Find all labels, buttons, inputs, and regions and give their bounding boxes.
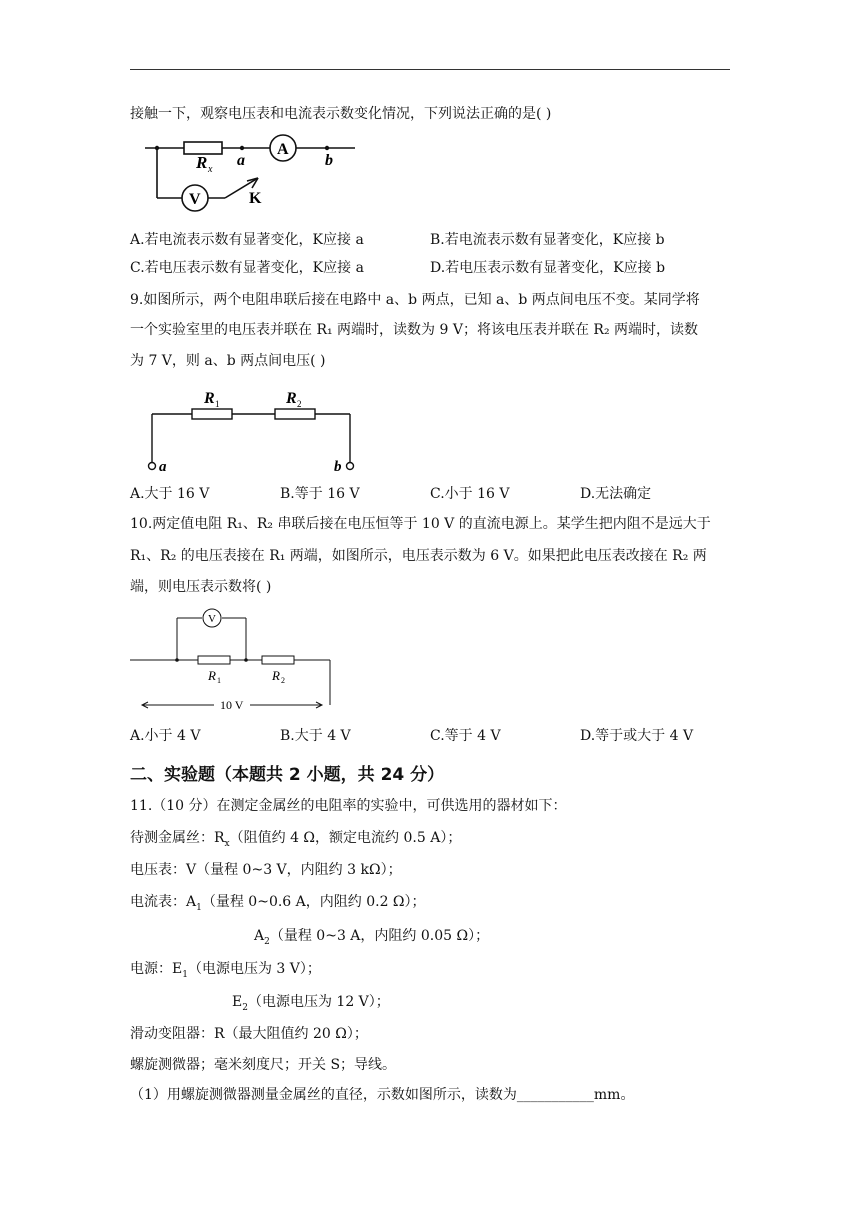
q8-switch-label: K (249, 190, 262, 207)
q11-source-1 (130, 959, 321, 985)
q9-r2-subscript: 2 (297, 399, 302, 409)
section-2-heading: 二、实验题（本题共 2 小题，共 24 分） (130, 765, 445, 785)
q11-source-2 (232, 992, 390, 1018)
q10-voltage-label: 10 V (220, 698, 244, 712)
q11-ammeter-2-label: A (254, 928, 265, 944)
q9-line-1: 9.如图所示，两个电阻串联后接在电路中 a、b 两点，已知 a、b 两点间电压不变。某同学将 (130, 292, 700, 308)
q10-line-3: 端，则电压表示数将( ) (130, 579, 272, 595)
q9-option-a: A.大于 16 V (130, 486, 210, 502)
q11-wire-spec: （阻值约 4 Ω，额定电流约 0.5 A）； (229, 830, 462, 846)
q10-r2-subscript: 2 (281, 676, 285, 685)
q11-voltmeter: 电压表：V（量程 0~3 V，内阻约 3 kΩ）； (130, 862, 402, 878)
q8-option-c: C.若电压表示数有显著变化，K应接 a (130, 260, 364, 276)
q11-ammeter-1-subscript: 1 (196, 902, 202, 913)
q10-r1-label: R (208, 668, 216, 683)
q8-option-a: A.若电流表示数有显著变化，K应接 a (130, 232, 364, 248)
header-rule (130, 69, 730, 70)
q11-part-1: （1）用螺旋测微器测量金属丝的直径，示数如图所示，读数为___________mm。 (130, 1087, 635, 1103)
q11-source-2-spec: （电源电压为 12 V）； (247, 994, 390, 1010)
q9-line-3: 为 7 V，则 a、b 两点间电压( ) (130, 353, 326, 369)
q8-stem: 接触一下，观察电压表和电流表示数变化情况，下列说法正确的是( ) (130, 106, 552, 122)
q10-r1-subscript: 1 (217, 676, 221, 685)
q11-wire (130, 828, 461, 854)
q11-source-2-label: E (232, 994, 243, 1010)
q10-r2-label: R (272, 668, 280, 683)
q9-r1-label: R (204, 390, 215, 407)
q8-voltmeter-symbol: V (189, 191, 201, 208)
q9-terminal-b: b (334, 459, 342, 475)
q11-ammeter-1-label: 电流表：A (130, 894, 197, 910)
q10-option-b: B.大于 4 V (280, 728, 351, 744)
q10-line-1: 10.两定值电阻 R₁、R₂ 串联后接在电压恒等于 10 V 的直流电源上。某学生把内阻不是远大于 (130, 516, 711, 532)
q11-ammeter-1-spec: （量程 0~0.6 A，内阻约 0.2 Ω）； (201, 894, 426, 910)
q9-circuit-diagram (140, 385, 370, 480)
q11-source-2-subscript: 2 (242, 1002, 248, 1013)
q9-terminal-a: a (159, 459, 167, 475)
q11-source-1-spec: （电源电压为 3 V）； (187, 961, 321, 977)
q8-circuit-diagram (140, 130, 370, 220)
q9-option-d: D.无法确定 (580, 486, 652, 502)
q9-r2-label: R (286, 390, 297, 407)
q8-point-b: b (325, 152, 333, 169)
q9-option-c: C.小于 16 V (430, 486, 510, 502)
q11-intro: 11.（10 分）在测定金属丝的电阻率的实验中，可供选用的器材如下： (130, 798, 567, 814)
q10-option-d: D.等于或大于 4 V (580, 728, 694, 744)
q11-wire-label: 待测金属丝：R (130, 830, 225, 846)
q11-ammeter-2-spec: （量程 0~3 A，内阻约 0.05 Ω）； (269, 928, 490, 944)
q11-ammeter-2-subscript: 2 (264, 936, 270, 947)
q8-point-a: a (237, 152, 245, 169)
q10-voltmeter-symbol: V (208, 613, 216, 625)
q11-source-1-label: 电源：E (130, 961, 183, 977)
q10-option-c: C.等于 4 V (430, 728, 501, 744)
q11-rheostat: 滑动变阻器：R（最大阻值约 20 Ω）； (130, 1026, 368, 1042)
q11-wire-subscript: x (224, 838, 230, 849)
q8-option-b: B.若电流表示数有显著变化，K应接 b (430, 232, 665, 248)
q10-circuit-diagram (130, 605, 350, 720)
q11-source-1-subscript: 1 (182, 969, 188, 980)
q8-option-d: D.若电压表示数有显著变化，K应接 b (430, 260, 666, 276)
q11-ammeter-2 (254, 926, 489, 952)
q10-option-a: A.小于 4 V (130, 728, 201, 744)
q11-tools: 螺旋测微器；毫米刻度尺；开关 S；导线。 (130, 1057, 397, 1073)
q11-ammeter-1 (130, 892, 426, 918)
q9-r1-subscript: 1 (215, 399, 220, 409)
q8-rx-label: R (196, 153, 208, 172)
q9-line-2: 一个实验室里的电压表并联在 R₁ 两端时，读数为 9 V；将该电压表并联在 R₂ 两端时，读数 (130, 322, 699, 338)
q8-rx-subscript: x (208, 164, 213, 175)
q10-line-2: R₁、R₂ 的电压表接在 R₁ 两端，如图所示，电压表示数为 6 V。如果把此电压表改接在 R₂ 两 (130, 548, 707, 564)
q9-option-b: B.等于 16 V (280, 486, 360, 502)
q8-ammeter-symbol: A (277, 141, 289, 158)
